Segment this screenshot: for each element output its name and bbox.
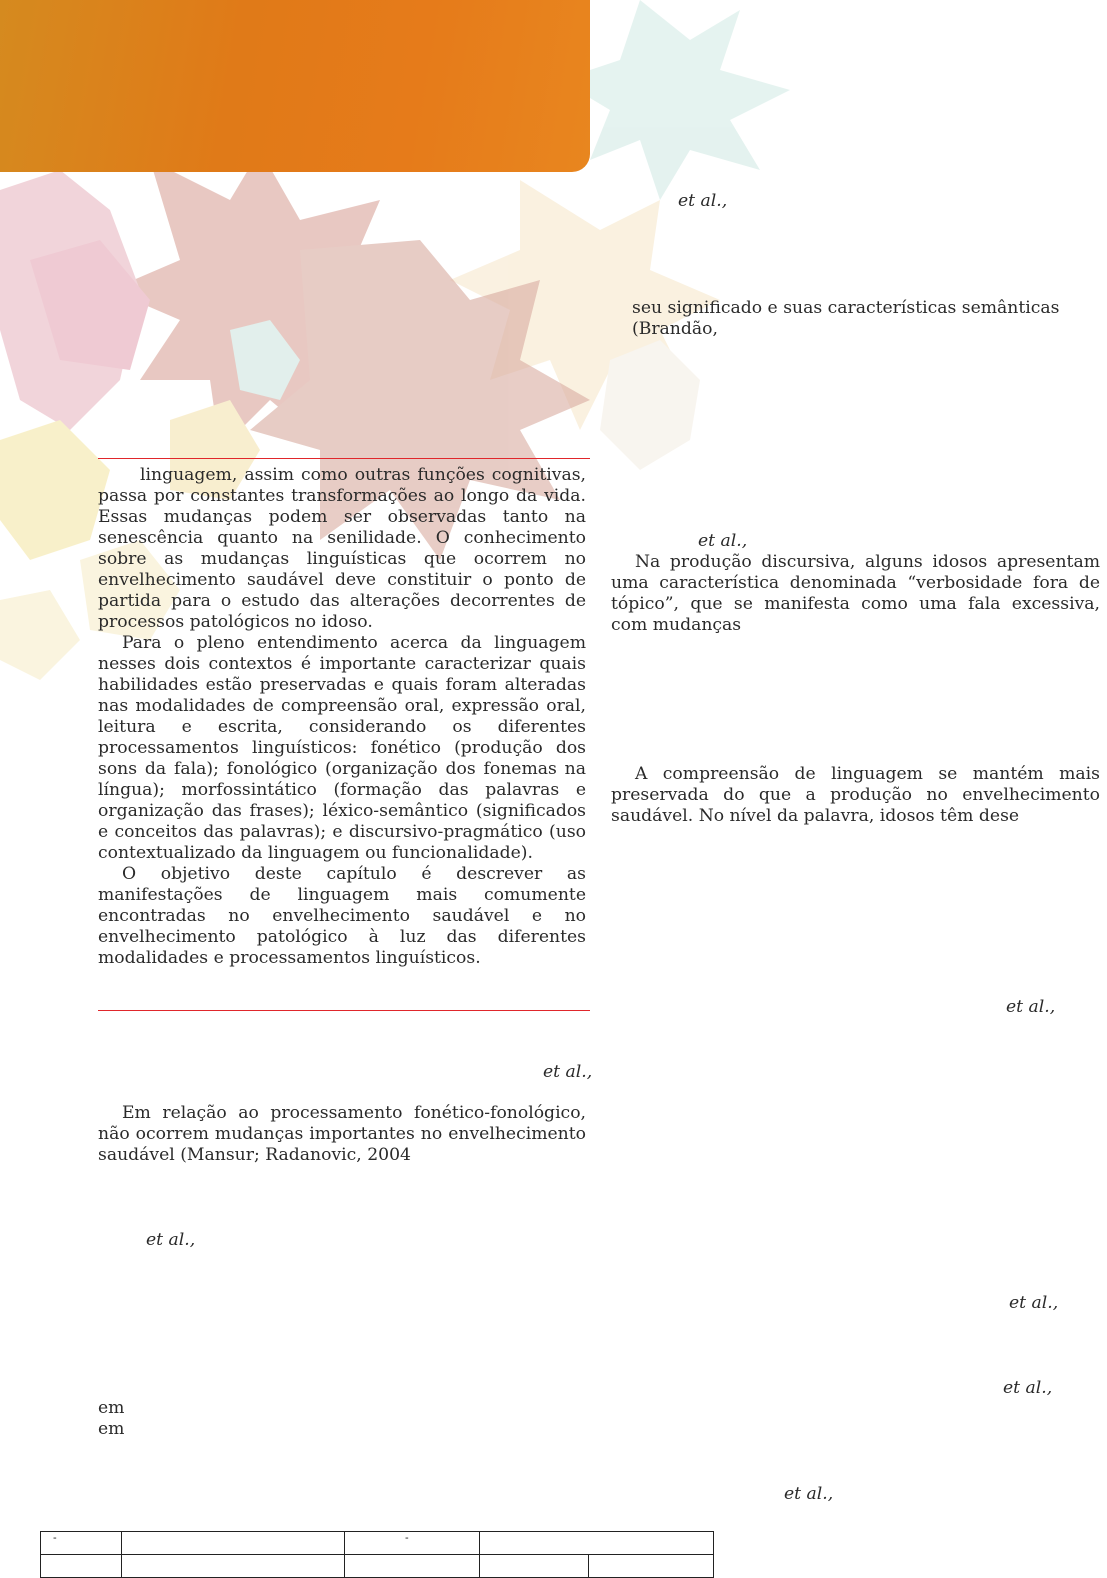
chapter-header-band	[0, 0, 590, 172]
left-column-phonetic	[98, 1103, 586, 1166]
table-cell	[345, 1555, 480, 1578]
table-cell	[589, 1555, 714, 1578]
paragraph-context: Para o pleno entendimento acerca da linguagem nesses dois contextos é importante caracterizar quais habilidades estão preservadas e quais foram alteradas nas modalidades de compreensão oral, expressão oral, leitura e escrita, considerando os diferentes processamentos linguísticos: fonético (produção dos sons da fala); fonológico (organização dos fonemas na língua); morfossintático (formação das palavras e organização das frases); léxico-semântico (significados e conceitos das palavras); e discursivo-pragmático (uso contextualizado da linguagem ou funcionalidade).	[98, 633, 586, 863]
paragraph-comprehension: A compreensão de linguagem se mantém mais preservada do que a produção no envelhecimento saudável. No nível da palavra, idosos têm dese	[611, 764, 1100, 826]
table-cell	[480, 1532, 714, 1555]
citation-et-al: et al.,	[146, 1230, 196, 1250]
citation-et-al: et al.,	[543, 1062, 593, 1082]
right-column-discourse	[611, 552, 1100, 636]
footer-table	[40, 1531, 714, 1578]
citation-et-al: et al.,	[784, 1484, 834, 1504]
paragraph-objective: O objetivo deste capítulo é descrever as manifestações de linguagem mais comumente encontradas no envelhecimento saudável e no envelhecimento patológico à luz das diferentes modalidades e processamentos linguísticos.	[98, 864, 586, 968]
table-row	[41, 1532, 714, 1555]
citation-et-al: et al.,	[678, 191, 728, 211]
citation-et-al: et al.,	[698, 531, 748, 551]
paragraph-intro: linguagem, assim como outras funções cognitivas, passa por constantes transformações ao longo da vida. Essas mudanças podem ser observadas tanto na senescência quanto na senilidade. O conhecimento sobre as mudanças linguísticas que ocorrem no envelhecimento saudável deve constituir o ponto de partida para o estudo das alterações decorrentes de processos patológicos no idoso.	[98, 465, 586, 632]
table-cell	[122, 1555, 345, 1578]
section-divider-top	[98, 458, 590, 459]
table-cell	[122, 1532, 345, 1555]
table-cell: -	[345, 1532, 480, 1555]
citation-et-al: et al.,	[1009, 1293, 1059, 1313]
text-fragment-semantic: seu significado e suas características semânticas (Brandão,	[632, 298, 1060, 339]
text-fragment-em: em	[98, 1419, 125, 1439]
table-cell	[480, 1555, 589, 1578]
text-fragment-em: em	[98, 1398, 125, 1418]
table-row	[41, 1555, 714, 1578]
right-column-comprehension	[611, 764, 1100, 827]
citation-et-al: et al.,	[1003, 1378, 1053, 1398]
paragraph-discourse: Na produção discursiva, alguns idosos apresentam uma característica denominada “verbosidade fora de tópico”, que se manifesta como uma fala excessiva, com mudanças	[611, 552, 1100, 635]
table-cell: -	[41, 1532, 122, 1555]
table-cell	[41, 1555, 122, 1578]
paragraph-phonetic: Em relação ao processamento fonético-fonológico, não ocorrem mudanças importantes no envelhecimento saudável (Mansur; Radanovic, 2004	[98, 1103, 586, 1165]
section-divider-bottom	[98, 1010, 590, 1011]
citation-et-al: et al.,	[1006, 997, 1056, 1017]
left-column-intro	[98, 465, 586, 969]
